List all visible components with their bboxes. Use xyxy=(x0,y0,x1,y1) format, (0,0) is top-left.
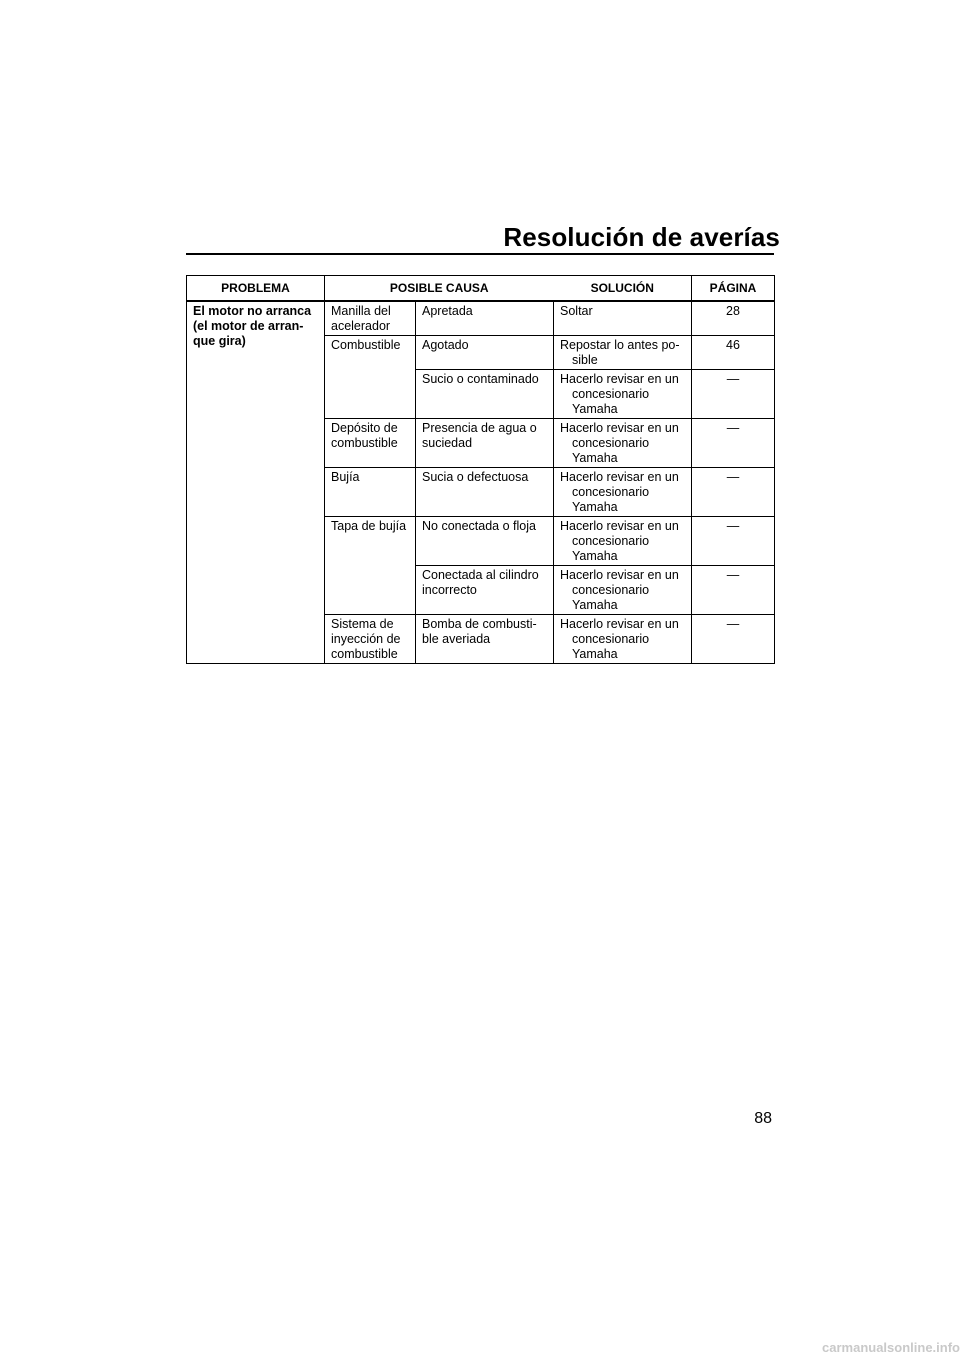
page-cell: 28 xyxy=(692,301,775,336)
cause-cell xyxy=(416,419,554,468)
cause-line: No conectada o floja xyxy=(422,519,536,533)
item-line: Combustible xyxy=(331,338,401,352)
header-problem: PROBLEMA xyxy=(187,276,325,302)
cause-line: Presencia de agua o xyxy=(422,421,537,435)
page-number: 88 xyxy=(754,1110,772,1127)
header-page: PÁGINA xyxy=(692,276,775,302)
solution-line: concesionario xyxy=(572,534,650,548)
page-cell: — xyxy=(692,419,775,468)
item-cell xyxy=(325,517,416,615)
solution-cell xyxy=(554,566,692,615)
solution-line: Yamaha xyxy=(572,549,618,563)
cause-cell xyxy=(416,517,554,566)
page-cell: — xyxy=(692,615,775,664)
item-line: Depósito de xyxy=(331,421,398,435)
cause-line: suciedad xyxy=(422,436,473,450)
cause-line: Bomba de combusti- xyxy=(422,617,537,631)
solution-cell xyxy=(554,336,692,370)
page-cell: 46 xyxy=(692,336,775,370)
solution-line: Hacerlo revisar en un xyxy=(560,617,679,631)
solution-line: Hacerlo revisar en un xyxy=(560,519,679,533)
solution-line: Hacerlo revisar en un xyxy=(560,372,679,386)
item-line: inyección de xyxy=(331,632,401,646)
page-cell: — xyxy=(692,566,775,615)
item-cell xyxy=(325,468,416,517)
cause-cell xyxy=(416,615,554,664)
solution-cell xyxy=(554,615,692,664)
cause-cell xyxy=(416,468,554,517)
cause-line: ble averiada xyxy=(422,632,491,646)
problem-line: (el motor de arran- xyxy=(193,319,304,333)
header-cause: POSIBLE CAUSA xyxy=(325,276,554,302)
page-cell: — xyxy=(692,517,775,566)
item-line: Bujía xyxy=(331,470,360,484)
cause-line: Sucia o defectuosa xyxy=(422,470,529,484)
solution-line: Hacerlo revisar en un xyxy=(560,568,679,582)
item-line: combustible xyxy=(331,436,398,450)
cause-cell xyxy=(416,336,554,370)
cause-line: Sucio o contaminado xyxy=(422,372,539,386)
page-title: Resolución de averías xyxy=(503,222,780,252)
table-row xyxy=(187,301,775,336)
solution-line: Yamaha xyxy=(572,451,618,465)
title-divider xyxy=(186,253,774,255)
solution-line: Yamaha xyxy=(572,598,618,612)
solution-line: Hacerlo revisar en un xyxy=(560,470,679,484)
page-cell: — xyxy=(692,468,775,517)
item-line: Manilla del xyxy=(331,304,391,318)
cause-line: Agotado xyxy=(422,338,469,352)
troubleshooting-table xyxy=(186,275,775,664)
solution-cell xyxy=(554,301,692,336)
solution-line: Yamaha xyxy=(572,402,618,416)
cause-cell xyxy=(416,370,554,419)
solution-line: Soltar xyxy=(560,304,593,318)
problem-cell xyxy=(187,301,325,664)
cause-line: incorrecto xyxy=(422,583,477,597)
item-line: Tapa de bujía xyxy=(331,519,407,533)
solution-line: concesionario xyxy=(572,436,650,450)
solution-line: Hacerlo revisar en un xyxy=(560,421,679,435)
page-cell: — xyxy=(692,370,775,419)
solution-line: sible xyxy=(572,353,598,367)
header-solution: SOLUCIÓN xyxy=(554,276,692,302)
solution-cell xyxy=(554,468,692,517)
item-cell xyxy=(325,336,416,419)
solution-line: Repostar lo antes po- xyxy=(560,338,680,352)
table-header-row xyxy=(187,276,775,302)
solution-line: concesionario xyxy=(572,485,650,499)
solution-cell xyxy=(554,517,692,566)
item-line: combustible xyxy=(331,647,398,661)
cause-cell xyxy=(416,301,554,336)
item-cell xyxy=(325,615,416,664)
item-cell xyxy=(325,301,416,336)
solution-line: concesionario xyxy=(572,387,650,401)
problem-line: El motor no arranca xyxy=(193,304,312,318)
watermark-text: carmanualsonline.info xyxy=(822,1340,960,1355)
solution-line: concesionario xyxy=(572,632,650,646)
cause-line: Conectada al cilindro xyxy=(422,568,539,582)
cause-line: Apretada xyxy=(422,304,473,318)
item-line: Sistema de xyxy=(331,617,394,631)
solution-line: Yamaha xyxy=(572,647,618,661)
cause-cell xyxy=(416,566,554,615)
item-line: acelerador xyxy=(331,319,391,333)
solution-line: concesionario xyxy=(572,583,650,597)
solution-cell xyxy=(554,370,692,419)
item-cell xyxy=(325,419,416,468)
solution-line: Yamaha xyxy=(572,500,618,514)
problem-line: que gira) xyxy=(193,334,246,348)
solution-cell xyxy=(554,419,692,468)
